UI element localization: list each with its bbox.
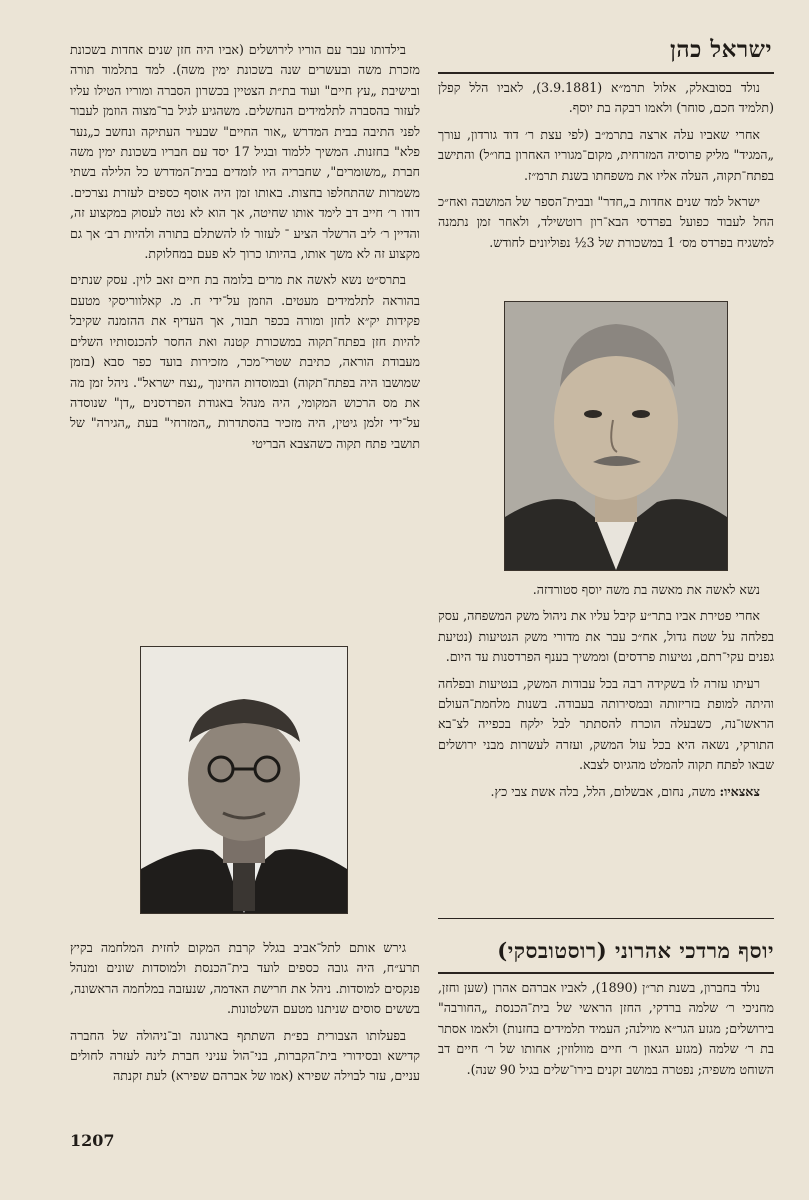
left-column-text-upper [70,40,420,460]
paragraph: בפעלותו הצבורית בפ״ת השתתף בארגונה וב־ניהולה של החברה קדישא ובסידורי בית־הקברות, בני־הול עניני חברת לינה לעזרה לחולים עניים, עזר לבוילה שפירא (אמו של אברהם שפירא) לעת זקנתה [70,1027,420,1084]
paragraph: גירש אותם לתל־אביב בגלל קרבת המקום לחזית המלחמה בקיץ תרע״ח, היה גובה כספים לועד בית־הכנסת ולמוסדות שונים ומנהל פנקסים למוסדות. ניהל את חרישת האדמה, שנעזבה במלחמה הראשונה, בששים סוסים שניתנו מטעם השלטונות. [70,940,420,1017]
bio1-text-upper [438,78,774,259]
divider [438,72,774,74]
paragraph: נשא לאשה את מאשה בת משה יוסף סטורדזה. [532,582,760,597]
paragraph: נולד בחברון, בשנת תר״ן (1890), לאביו אברהם אהרן (שען וחזן, מחניכי ר׳ שלמה ברדקי, החזן הראשי של בית־הכנסת „החורבה" בירושלים; מגזע הגר״א מוילנה; העמיד תלמידים בחזנות) ולאמו אסתר בת ר׳ שלמה (מגזע הגאון ר׳ חיים מוולוזין; אחותו של ר׳ חיים דב השוחט משפיה; נפטרה במושב זקנים בירו־שלים בגיל 90 שנה). [438,980,774,1077]
divider [438,918,774,919]
bio1-title: ישראל כהן [670,36,772,63]
left-column-text-lower [70,938,420,1093]
children-line [438,782,774,802]
paragraph: בתרס״ט נשא לאשה את מרים בלומה בת חיים זאב לוין. עסק שנתים בהוראה לתלמידים מעטים. הוזמן על־ידי ח. מ. קאלווריסקי מטעם פקידות יק״א לחזן ומורה בכפר תבור, אך העדיף את ההזמנה שקיבל להיות חזן בפתח־תקוה במשכורת קטנה ואת החסר להכנסותיו השלים מעבודת הוראה, כתיבת שטרי־מכר, מזכירות בועד כפר סבא (בזמן שמושבו היה בפתח־תקוה) ובמוסדות החינוך „נצח ישראל". ניהל זמן מה את מס הרכוש המקומי, היה מנהל באגודת הפרדסנים „דן" שנוסדה על־ידי זלמן גיטין, היה מזכיר בהסתדרות „המזרחי" בעת „הגירה" של תושבי פתח תקוה כשהצבא הבריטי [70,272,420,451]
bio1-text-lower [438,580,774,808]
children-text: משה, נחום, אבשלום, הלל, בלה אשת צבי כץ. [490,783,716,799]
portrait-photo-israel-cohen [504,301,728,571]
paragraph: אחרי שאביו עלה ארצה בתרמ״ב (לפי עצת ר׳ דוד גורדון, עורך „המגיד" מליק פרוסיה המזרחית, מקום־מגוריו האחרון בחו״ל) והתישב בפתח־תקוה, העלה אליו את משפחתו בשנת תרמ״ז. [438,126,774,183]
paragraph: אחרי פטירת אביו בתר״ע קיבל עליו את ניהול משק המשפחה, עסק בפלחה על שטח גדול, אח״כ עבר את מדורי משק הנטיעות (נטיעת גפנים עקי־רתם, נטיעות פרדסים) וממשיך בענף הפרדסנות עד היום. [438,608,774,665]
portrait-photo-yosef-mordechai-aharoni [140,646,348,914]
children-label: צאצאיו: [719,783,760,799]
bio2-title: יוסף מרדכי אהרוני (רוסטובסקי) [497,938,774,963]
bio2-text [438,978,774,1086]
paragraph: נולד בסובאלק, אלול תרמ״א (3.9.1881), לאביו הלל קפלן (תלמיד חכם, סוחר) ולאמו רבקה בת יוסף. [438,80,774,116]
paragraph: רעיתו עזרה לו בשקידה רבה בכל עבודות המשק, בנטיעות ובפלחה והיתה למופת בזריזותה ובמסירותה בעבודה. בשנות מלחמת־העולם הראשו־נה, כשבעלה הוכרח להסתתר לבל ילקח בכפייה לצ־בא התורקי, נשאה היא בכל עול המשק, ועזרה לעשרות מבני ירושלים שבאו לפתח תקוה להמלט מהגיוס לצבא. [438,675,774,773]
paragraph: בילדותו עבר עם הוריו לירושלים (אביו היה חזן שנים אחדות בשכונת מזכרת משה ובעשרים שנה בשכונת ימין משה). למד בתלמוד תורה ובישיבת „עץ חיים" ועוד בת״ת הצטיין בכשרון הסברה ומוריו הטילו עליו לעזור בהסברה לתלמידים הנחשלים. משהגיע לגיל בר־מצוה הוזמן לעבור לפני התיבה בבית המדרש „אור החיים" שבעיר העתיקה ונחשב כ„נער פלא" בחזנות. המשיך ללמוד ובגיל 17 יסד עם חבריו בשכונת ימין משה חברת „משומרים", שחבריה היו לומדים בבית־המדרש כל הלילה בשתי משמרות שהתחלפו בחצות. באותו זמן היה אוסף כספים לעזרת נצרכים. דודו ר׳ חייב דב לימד אותו שחיטה, אך הוא לא נטה לעסוק במקצוע זה, והדיין ר׳ ליב הרשלר הציע ־ לעזור לו להשתלם בתורה ולהיות רב׳ אך גם מקצוע זה לא משך אותו, בהיותו כרוך לא פעם במחלוקת. [70,42,420,262]
page-number: 1207 [70,1131,115,1150]
paragraph: ישראל למד שנים אחדות ב„חדר" ובבית־הספר של המושבה ואח״כ החל לעבוד כפועל בפרדסי הבא־רון רוטשילד, ולאחר זמן נתמנה למשגיח בפרדס מס׳ 1 במשכורת של 3½ נפוליונים לחודש. [438,194,774,250]
divider [438,972,774,974]
